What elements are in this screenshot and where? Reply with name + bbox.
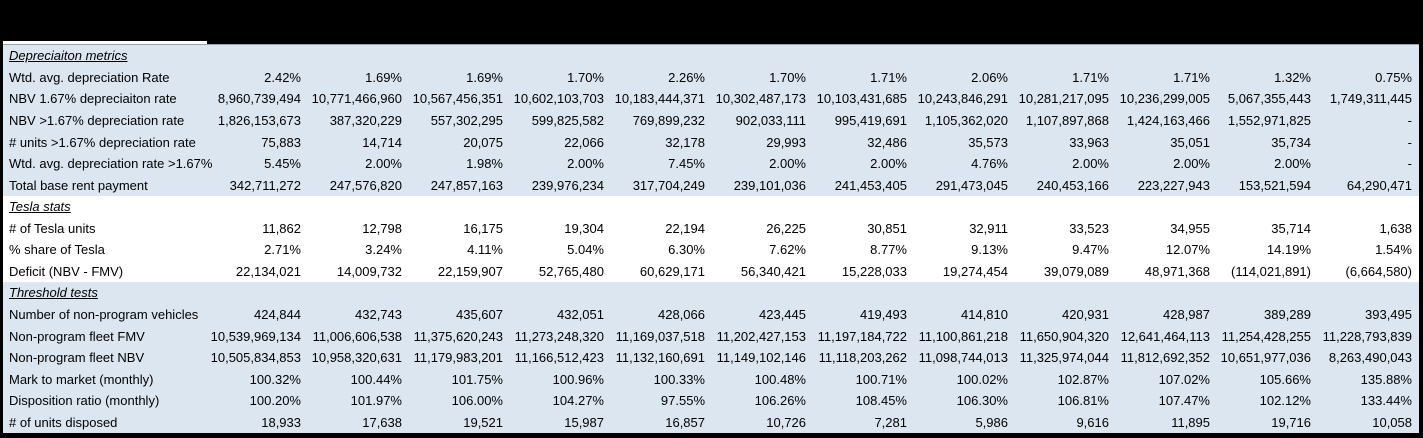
table-row-of-tesla-units xyxy=(3,218,1419,240)
data-cell[interactable]: 60,629,171 xyxy=(639,263,705,279)
data-cell[interactable]: 1.54% xyxy=(1375,242,1412,258)
data-cell[interactable]: 1,107,897,868 xyxy=(1025,112,1109,128)
data-cell[interactable]: 107.47% xyxy=(1158,393,1210,409)
data-cell[interactable]: 1.71% xyxy=(870,69,907,85)
data-cell[interactable]: 100.02% xyxy=(956,371,1008,387)
data-cell[interactable]: 100.44% xyxy=(350,371,402,387)
data-cell[interactable]: 19,304 xyxy=(564,220,604,236)
row-label[interactable]: Deficit (NBV - FMV) xyxy=(9,263,124,279)
section-header-row-threshold-tests xyxy=(3,282,1419,304)
data-cell[interactable]: 106.30% xyxy=(956,393,1008,409)
data-cell[interactable]: 30,851 xyxy=(867,220,907,236)
table-row-number-of-non-program-vehicles xyxy=(3,304,1419,326)
data-cell[interactable]: 11,202,427,153 xyxy=(716,328,806,344)
data-cell[interactable]: 101.97% xyxy=(350,393,402,409)
data-cell[interactable]: 3.24% xyxy=(365,242,402,258)
data-cell[interactable]: 10,539,969,134 xyxy=(210,328,301,344)
data-cell[interactable]: 11,862 xyxy=(262,220,301,236)
data-cell[interactable]: 902,033,111 xyxy=(735,112,806,128)
row-label[interactable]: Non-program fleet FMV xyxy=(9,328,145,344)
data-cell[interactable]: 4.11% xyxy=(467,242,503,258)
data-cell[interactable]: 14.19% xyxy=(1266,242,1311,258)
data-cell[interactable]: 1.71% xyxy=(1072,69,1109,85)
data-cell[interactable]: 26,225 xyxy=(766,220,806,236)
data-cell[interactable]: 2.71% xyxy=(264,242,301,258)
data-cell[interactable]: 11,375,620,243 xyxy=(413,328,503,344)
table-row-mark-to-market-monthly xyxy=(3,368,1419,390)
data-cell[interactable]: 6.30% xyxy=(668,242,705,258)
data-cell[interactable]: 12,798 xyxy=(362,220,402,236)
data-cell[interactable]: 100.32% xyxy=(249,371,301,387)
data-cell[interactable]: 1.69% xyxy=(365,69,402,85)
row-label[interactable]: Disposition ratio (monthly) xyxy=(9,393,160,409)
data-cell[interactable]: 11,132,160,691 xyxy=(615,350,705,366)
table-row-deficit-nbv-fmv xyxy=(3,261,1419,283)
data-cell[interactable]: 11,812,692,352 xyxy=(1120,350,1210,366)
data-cell[interactable]: 19,521 xyxy=(463,414,503,430)
data-cell[interactable]: 106.26% xyxy=(754,393,806,409)
data-cell[interactable]: 247,857,163 xyxy=(430,177,503,193)
data-cell[interactable]: 106.81% xyxy=(1057,393,1109,409)
data-cell[interactable]: 64,290,471 xyxy=(1346,177,1412,193)
data-cell[interactable]: 39,079,089 xyxy=(1043,263,1109,279)
data-cell[interactable]: 995,419,691 xyxy=(834,112,907,128)
data-cell[interactable]: 9.47% xyxy=(1072,242,1109,258)
data-cell[interactable]: 241,453,405 xyxy=(834,177,907,193)
data-cell[interactable]: - xyxy=(1407,112,1412,128)
data-cell[interactable]: 100.48% xyxy=(754,371,806,387)
data-cell[interactable]: 2.00% xyxy=(769,156,806,172)
data-cell[interactable]: 2.26% xyxy=(668,69,705,85)
row-label[interactable]: Mark to market (monthly) xyxy=(9,371,154,387)
data-cell[interactable]: 8,263,490,043 xyxy=(1328,350,1412,366)
data-cell[interactable]: 22,159,907 xyxy=(437,263,503,279)
data-cell[interactable]: 75,883 xyxy=(261,134,301,150)
section-title[interactable]: Tesla stats xyxy=(9,199,71,215)
data-cell[interactable]: 223,227,943 xyxy=(1137,177,1210,193)
data-cell[interactable]: 2.00% xyxy=(1173,156,1210,172)
data-cell[interactable]: 22,066 xyxy=(564,134,604,150)
data-cell[interactable]: 420,931 xyxy=(1062,307,1109,323)
data-cell[interactable]: 12,641,464,113 xyxy=(1120,328,1210,344)
table-row-wtd-avg-depreciation-rate xyxy=(3,67,1419,89)
data-cell[interactable]: 35,051 xyxy=(1170,134,1210,150)
data-cell[interactable]: 4.76% xyxy=(971,156,1008,172)
data-cell[interactable]: 11,179,983,201 xyxy=(413,350,503,366)
data-cell[interactable]: 7.62% xyxy=(769,242,806,258)
data-cell[interactable]: 419,493 xyxy=(860,307,907,323)
data-cell[interactable]: 104.27% xyxy=(552,393,604,409)
data-cell[interactable]: 1,424,163,466 xyxy=(1126,112,1210,128)
data-cell[interactable]: 240,453,166 xyxy=(1036,177,1109,193)
data-cell[interactable]: 1.32% xyxy=(1274,69,1311,85)
data-cell[interactable]: 8.77% xyxy=(870,242,907,258)
data-cell[interactable]: (114,021,891) xyxy=(1231,263,1311,279)
header-notch xyxy=(3,41,207,44)
data-cell[interactable]: 599,825,582 xyxy=(531,112,604,128)
row-label[interactable]: Total base rent payment xyxy=(9,177,148,193)
data-cell[interactable]: 432,743 xyxy=(355,307,402,323)
data-cell[interactable]: 56,340,421 xyxy=(740,263,806,279)
data-cell[interactable]: (6,664,580) xyxy=(1345,263,1412,279)
data-cell[interactable]: 11,118,203,262 xyxy=(818,350,907,366)
data-cell[interactable]: 102.87% xyxy=(1057,371,1109,387)
data-cell[interactable]: 247,576,820 xyxy=(329,177,402,193)
data-cell[interactable]: 1.70% xyxy=(567,69,604,85)
data-cell[interactable]: 35,573 xyxy=(968,134,1008,150)
data-cell[interactable]: 5.04% xyxy=(567,242,604,258)
data-cell[interactable]: 2.42% xyxy=(264,69,301,85)
row-label[interactable]: Number of non-program vehicles xyxy=(9,307,199,323)
data-cell[interactable]: 0.75% xyxy=(1375,69,1412,85)
data-cell[interactable]: 10,567,456,351 xyxy=(412,91,503,107)
data-cell[interactable]: 32,486 xyxy=(867,134,907,150)
data-cell[interactable]: 7.45% xyxy=(668,156,705,172)
data-cell[interactable]: 12.07% xyxy=(1165,242,1210,258)
data-cell[interactable]: 769,899,232 xyxy=(632,112,705,128)
data-cell[interactable]: 5.45% xyxy=(264,156,301,172)
data-cell[interactable]: 107.02% xyxy=(1158,371,1210,387)
data-cell[interactable]: 153,521,594 xyxy=(1238,177,1311,193)
table-row-nbv-1-67-depreciation-rate xyxy=(3,110,1419,132)
data-cell[interactable]: 100.71% xyxy=(855,371,907,387)
redacted-column-header-band xyxy=(3,0,1419,45)
data-cell[interactable]: 17,638 xyxy=(362,414,402,430)
table-row-non-program-fleet-nbv xyxy=(3,347,1419,369)
data-cell[interactable]: 11,650,904,320 xyxy=(1019,328,1109,344)
data-cell[interactable]: 20,075 xyxy=(463,134,503,150)
data-cell[interactable]: 10,726 xyxy=(766,414,806,430)
data-cell[interactable]: 35,714 xyxy=(1271,220,1311,236)
row-label[interactable]: # of Tesla units xyxy=(9,220,96,236)
data-cell[interactable]: 1,552,971,825 xyxy=(1227,112,1311,128)
row-label[interactable]: Wtd. avg. depreciation rate >1.67% xyxy=(9,156,213,172)
data-cell[interactable]: 32,178 xyxy=(665,134,705,150)
data-cell[interactable]: 239,101,036 xyxy=(733,177,806,193)
data-cell[interactable]: 11,895 xyxy=(1171,414,1210,430)
data-cell[interactable]: - xyxy=(1407,156,1412,172)
data-cell[interactable]: 19,716 xyxy=(1271,414,1311,430)
data-cell[interactable]: 428,066 xyxy=(658,307,705,323)
data-cell[interactable]: 435,607 xyxy=(456,307,503,323)
data-cell[interactable]: 393,495 xyxy=(1365,307,1412,323)
data-cell[interactable]: 14,714 xyxy=(362,134,402,150)
data-cell[interactable]: 389,289 xyxy=(1264,307,1311,323)
data-cell[interactable]: 5,067,355,443 xyxy=(1227,91,1311,107)
data-cell[interactable]: 1.70% xyxy=(769,69,806,85)
data-cell[interactable]: 33,963 xyxy=(1069,134,1109,150)
data-cell[interactable]: 2.00% xyxy=(1274,156,1311,172)
data-cell[interactable]: 11,166,512,423 xyxy=(514,350,604,366)
table-row-nbv-1-67-depreciaiton-rate xyxy=(3,88,1419,110)
data-cell[interactable]: 22,134,021 xyxy=(235,263,301,279)
data-cell[interactable]: 2.00% xyxy=(567,156,604,172)
data-cell[interactable]: 2.00% xyxy=(365,156,402,172)
data-cell[interactable]: 100.33% xyxy=(653,371,705,387)
data-cell[interactable]: 48,971,368 xyxy=(1144,263,1210,279)
data-cell[interactable]: 10,103,431,685 xyxy=(816,91,907,107)
table-row-of-units-disposed xyxy=(3,412,1419,434)
data-cell[interactable]: 1,105,362,020 xyxy=(924,112,1008,128)
data-cell[interactable]: 414,810 xyxy=(961,307,1008,323)
data-cell[interactable]: 5,986 xyxy=(975,414,1008,430)
data-cell[interactable]: - xyxy=(1407,134,1412,150)
data-cell[interactable]: 11,169,037,518 xyxy=(615,328,705,344)
data-cell[interactable]: 423,445 xyxy=(759,307,806,323)
data-cell[interactable]: 11,228,793,839 xyxy=(1322,328,1412,344)
data-cell[interactable]: 432,051 xyxy=(557,307,604,323)
data-cell[interactable]: 19,274,454 xyxy=(942,263,1008,279)
table-row-total-base-rent-payment xyxy=(3,174,1419,196)
data-cell[interactable]: 11,100,861,218 xyxy=(918,328,1008,344)
data-cell[interactable]: 10,958,320,631 xyxy=(311,350,402,366)
data-cell[interactable]: 11,006,606,538 xyxy=(312,328,402,344)
data-cell[interactable]: 7,281 xyxy=(874,414,907,430)
data-cell[interactable]: 10,281,217,095 xyxy=(1018,91,1109,107)
data-cell[interactable]: 32,911 xyxy=(969,220,1008,236)
data-cell[interactable]: 1,826,153,673 xyxy=(217,112,301,128)
data-cell[interactable]: 557,302,295 xyxy=(430,112,503,128)
row-label[interactable]: NBV 1.67% depreciaiton rate xyxy=(9,91,177,107)
data-cell[interactable]: 387,320,229 xyxy=(329,112,402,128)
data-cell[interactable]: 135.88% xyxy=(1360,371,1412,387)
data-cell[interactable]: 10,505,834,853 xyxy=(210,350,301,366)
data-cell[interactable]: 2.00% xyxy=(1072,156,1109,172)
data-cell[interactable]: 9.13% xyxy=(971,242,1008,258)
data-cell[interactable]: 35,734 xyxy=(1271,134,1311,150)
data-cell[interactable]: 33,523 xyxy=(1069,220,1109,236)
data-cell[interactable]: 10,058 xyxy=(1372,414,1412,430)
data-cell[interactable]: 11,254,428,255 xyxy=(1221,328,1311,344)
data-cell[interactable]: 11,098,744,013 xyxy=(918,350,1008,366)
data-cell[interactable]: 108.45% xyxy=(855,393,907,409)
row-label[interactable]: NBV >1.67% depreciation rate xyxy=(9,112,185,128)
data-cell[interactable]: 100.20% xyxy=(249,393,301,409)
data-cell[interactable]: 10,183,444,371 xyxy=(614,91,705,107)
data-cell[interactable]: 239,976,234 xyxy=(531,177,604,193)
data-cell[interactable]: 1.71% xyxy=(1173,69,1210,85)
data-cell[interactable]: 15,228,033 xyxy=(841,263,907,279)
table-row-disposition-ratio-monthly xyxy=(3,390,1419,412)
data-cell[interactable]: 11,197,184,722 xyxy=(817,328,907,344)
data-cell[interactable]: 11,273,248,320 xyxy=(514,328,604,344)
data-cell[interactable]: 8,960,739,494 xyxy=(217,91,301,107)
data-cell[interactable]: 317,704,249 xyxy=(632,177,705,193)
data-cell[interactable]: 18,933 xyxy=(261,414,301,430)
data-cell[interactable]: 11,325,974,044 xyxy=(1019,350,1109,366)
data-cell[interactable]: 10,236,299,005 xyxy=(1119,91,1210,107)
data-cell[interactable]: 9,616 xyxy=(1076,414,1109,430)
data-cell[interactable]: 22,194 xyxy=(665,220,705,236)
data-cell[interactable]: 1,638 xyxy=(1379,220,1412,236)
data-cell[interactable]: 52,765,480 xyxy=(538,263,604,279)
row-label[interactable]: % share of Tesla xyxy=(9,242,105,258)
table-row-units-1-67-depreciation-rate xyxy=(3,131,1419,153)
data-cell[interactable]: 101.75% xyxy=(451,371,503,387)
section-header-row-depreciaiton-metrics xyxy=(3,45,1419,67)
data-cell[interactable]: 100.96% xyxy=(552,371,604,387)
row-label[interactable]: # of units disposed xyxy=(9,414,118,430)
row-label[interactable]: Non-program fleet NBV xyxy=(9,350,145,366)
data-cell[interactable]: 10,602,103,703 xyxy=(513,91,604,107)
row-label[interactable]: Wtd. avg. depreciation Rate xyxy=(9,69,170,85)
data-cell[interactable]: 10,302,487,173 xyxy=(715,91,806,107)
table-body xyxy=(3,45,1419,433)
table-row-wtd-avg-depreciation-rate-1-67 xyxy=(3,153,1419,175)
data-cell[interactable]: 291,473,045 xyxy=(935,177,1008,193)
section-title[interactable]: Depreciaiton metrics xyxy=(9,48,128,64)
section-title[interactable]: Threshold tests xyxy=(9,285,98,301)
data-cell[interactable]: 11,149,102,146 xyxy=(716,350,806,366)
data-cell[interactable]: 10,771,466,960 xyxy=(311,91,402,107)
data-cell[interactable]: 97.55% xyxy=(660,393,705,409)
table-row-non-program-fleet-fmv xyxy=(3,325,1419,347)
data-cell[interactable]: 133.44% xyxy=(1360,393,1412,409)
row-label[interactable]: # units >1.67% depreciation rate xyxy=(9,134,196,150)
data-cell[interactable]: 16,857 xyxy=(665,414,705,430)
data-cell[interactable]: 15,987 xyxy=(564,414,604,430)
table-row-share-of-tesla xyxy=(3,239,1419,261)
data-cell[interactable]: 1.98% xyxy=(466,156,503,172)
data-cell[interactable]: 29,993 xyxy=(766,134,806,150)
data-cell[interactable]: 2.06% xyxy=(971,69,1008,85)
data-cell[interactable]: 106.00% xyxy=(451,393,503,409)
data-cell[interactable]: 105.66% xyxy=(1259,371,1311,387)
data-cell[interactable]: 10,651,977,036 xyxy=(1220,350,1311,366)
data-cell[interactable]: 424,844 xyxy=(254,307,301,323)
data-cell[interactable]: 428,987 xyxy=(1163,307,1210,323)
data-cell[interactable]: 10,243,846,291 xyxy=(917,91,1008,107)
data-cell[interactable]: 102.12% xyxy=(1259,393,1311,409)
data-cell[interactable]: 16,175 xyxy=(463,220,503,236)
section-header-row-tesla-stats xyxy=(3,196,1419,218)
data-cell[interactable]: 1.69% xyxy=(466,69,503,85)
data-cell[interactable]: 34,955 xyxy=(1170,220,1210,236)
data-cell[interactable]: 1,749,311,445 xyxy=(1329,91,1412,107)
data-cell[interactable]: 14,009,732 xyxy=(336,263,402,279)
data-cell[interactable]: 342,711,272 xyxy=(229,177,301,193)
data-cell[interactable]: 2.00% xyxy=(870,156,907,172)
